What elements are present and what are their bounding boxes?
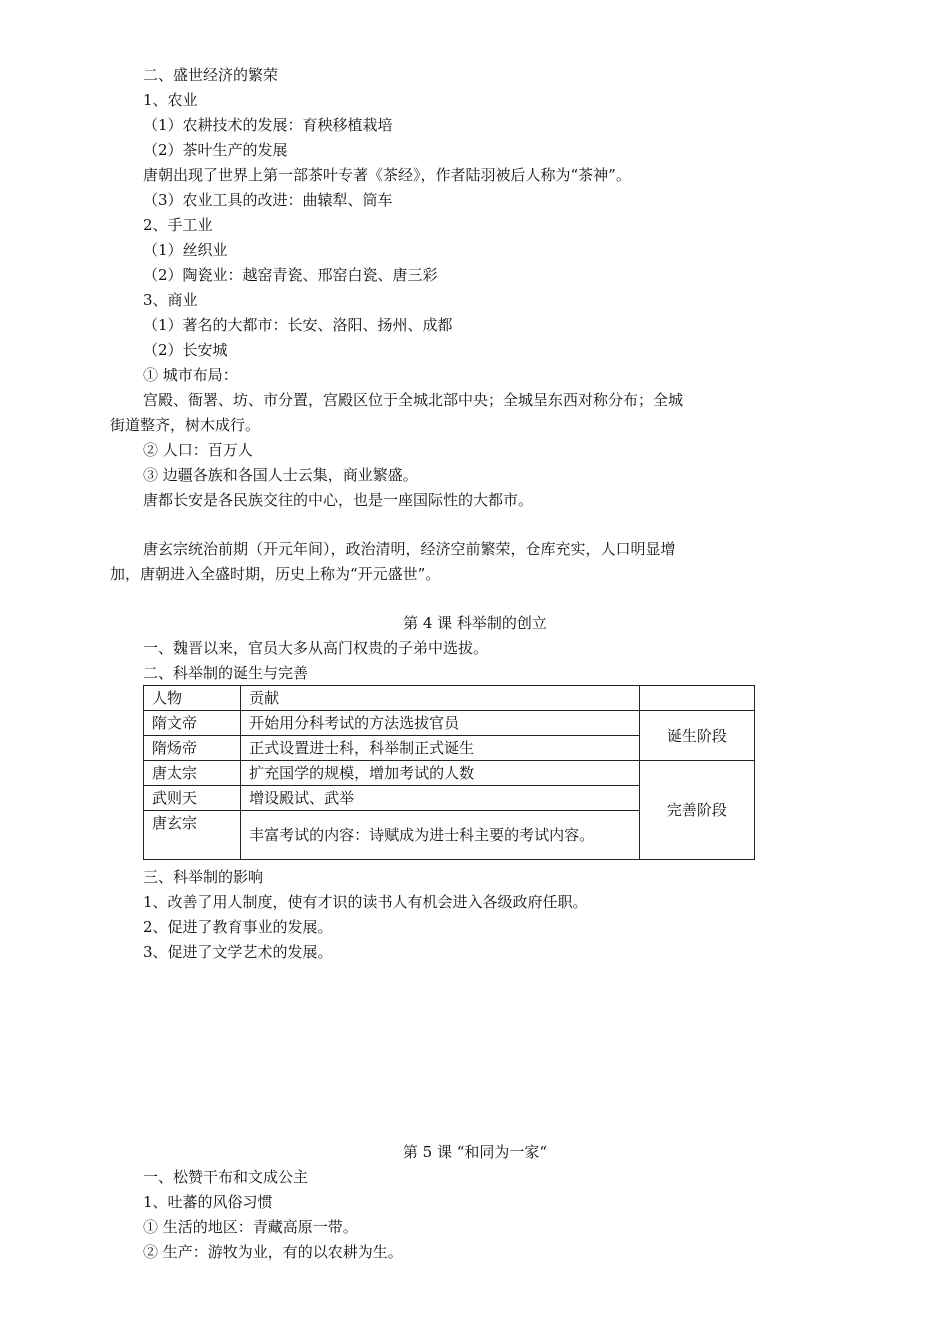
stage-birth-cell: 诞生阶段 [639, 711, 754, 761]
table-cell-contribution: 正式设置进士科，科举制正式诞生 [241, 736, 640, 761]
handicraft-item-1: （1）丝织业 [143, 241, 228, 259]
kaiyuan-paragraph-1: 唐玄宗统治前期（开元年间），政治清明，经济空前繁荣，仓库充实，人口明显增 [143, 540, 676, 558]
table-cell-contribution: 增设殿试、武举 [241, 786, 640, 811]
header-person: 人物 [144, 686, 241, 711]
header-stage [639, 686, 754, 711]
lesson5-item-2: ② 生产：游牧为业，有的以农耕为生。 [143, 1243, 403, 1261]
table-cell-contribution: 扩充国学的规模，增加考试的人数 [241, 761, 640, 786]
agriculture-item-1: （1）农耕技术的发展：育秧移植栽培 [143, 116, 393, 134]
kaiyuan-paragraph-2: 加，唐朝进入全盛时期，历史上称为“开元盛世”。 [110, 565, 441, 583]
handicraft-title: 2、手工业 [143, 216, 213, 234]
gathering-item: ③ 边疆各族和各国人士云集，商业繁盛。 [143, 466, 418, 484]
agriculture-item-2: （2）茶叶生产的发展 [143, 141, 288, 159]
agriculture-title: 1、农业 [143, 91, 198, 109]
city-layout-text-2: 街道整齐，树木成行。 [110, 416, 261, 434]
commerce-title: 3、商业 [143, 291, 198, 309]
impact-item-3: 3、促进了文学艺术的发展。 [143, 943, 333, 961]
agriculture-item-3: （3）农业工具的改进：曲辕犁、筒车 [143, 191, 393, 209]
section-heading-economy: 二、盛世经济的繁荣 [143, 66, 279, 84]
lesson4-point-1: 一、魏晋以来，官员大多从高门权贵的子弟中选拔。 [143, 639, 489, 657]
commerce-item-1: （1）著名的大都市：长安、洛阳、扬州、成都 [143, 316, 453, 334]
lesson5-point-1: 一、松赞干布和文成公主 [143, 1168, 309, 1186]
table-cell-person: 唐玄宗 [144, 811, 241, 860]
city-layout-title: ① 城市布局： [143, 366, 238, 384]
table-header-row [144, 686, 755, 711]
handicraft-item-2: （2）陶瓷业：越窑青瓷、邢窑白瓷、唐三彩 [143, 266, 438, 284]
table-cell-contribution: 丰富考试的内容：诗赋成为进士科主要的考试内容。 [241, 811, 640, 860]
lesson5-item-1: ① 生活的地区：青藏高原一带。 [143, 1218, 358, 1236]
lesson4-point-3: 三、科举制的影响 [143, 868, 264, 886]
table-row [144, 711, 755, 736]
table-cell-person: 隋文帝 [144, 711, 241, 736]
table-cell-person: 唐太宗 [144, 761, 241, 786]
header-contribution: 贡献 [241, 686, 640, 711]
commerce-item-2: （2）长安城 [143, 341, 228, 359]
table-cell-person: 隋炀帝 [144, 736, 241, 761]
stage-improve-cell: 完善阶段 [639, 761, 754, 860]
city-layout-text-1: 宫殿、衙署、坊、市分置，宫殿区位于全城北部中央；全城呈东西对称分布；全城 [143, 391, 684, 409]
changan-summary: 唐都长安是各民族交往的中心，也是一座国际性的大都市。 [143, 491, 534, 509]
impact-item-2: 2、促进了教育事业的发展。 [143, 918, 333, 936]
table-cell-contribution: 开始用分科考试的方法选拔官员 [241, 711, 640, 736]
tea-note: 唐朝出现了世界上第一部茶叶专著《茶经》，作者陆羽被后人称为“茶神”。 [143, 166, 631, 184]
lesson4-title: 第 4 课 科举制的创立 [403, 614, 547, 632]
keju-table [143, 685, 755, 860]
table-cell-person: 武则天 [144, 786, 241, 811]
lesson5-title: 第 5 课 “和同为一家“ [402, 1143, 548, 1161]
population-item: ② 人口：百万人 [143, 441, 253, 459]
lesson5-sub-1: 1、吐蕃的风俗习惯 [143, 1193, 273, 1211]
table-row [144, 761, 755, 786]
lesson4-point-2: 二、科举制的诞生与完善 [143, 664, 309, 682]
impact-item-1: 1、改善了用人制度，使有才识的读书人有机会进入各级政府任职。 [143, 893, 588, 911]
